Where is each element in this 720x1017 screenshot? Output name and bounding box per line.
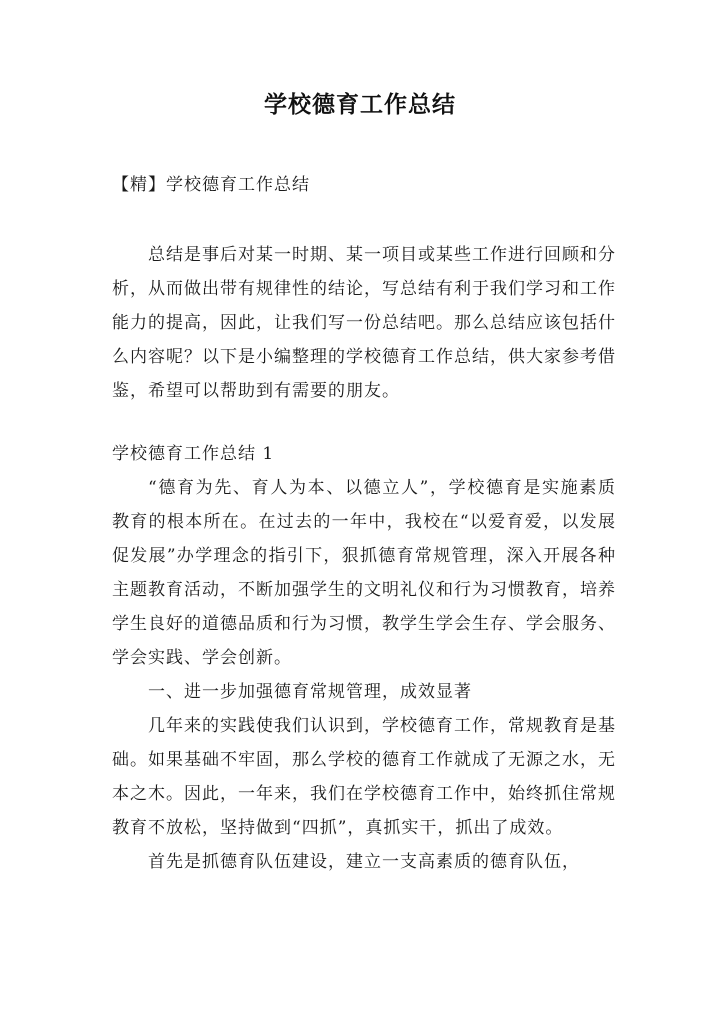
document-body bbox=[112, 238, 616, 879]
body-paragraph: 几年来的实践使我们认识到，学校德育工作，常规教育是基础。如果基础不牢固，那么学校的德育工作就成了无源之水，无本之木。因此，一年来，我们在学校德育工作中，始终抓住常规教育不放松，坚持做到“四抓”，真抓实干，抓出了成效。 bbox=[112, 716, 616, 838]
body-paragraph: 首先是抓德育队伍建设，建立一支高素质的德育队伍， bbox=[148, 852, 580, 872]
document-subtitle: 【精】学校德育工作总结 bbox=[112, 175, 310, 195]
section-heading: 学校德育工作总结 1 bbox=[112, 444, 275, 464]
document-title: 学校德育工作总结 bbox=[264, 92, 456, 118]
intro-paragraph: 总结是事后对某一时期、某一项目或某些工作进行回顾和分析，从而做出带有规律性的结论，写总结有利于我们学习和工作能力的提高，因此，让我们写一份总结吧。那么总结应该包括什么内容呢？以下是小编整理的学校德育工作总结，供大家参考借鉴，希望可以帮助到有需要的朋友。 bbox=[112, 245, 616, 401]
body-subheading: 一、进一步加强德育常规管理，成效显著 bbox=[148, 682, 472, 702]
body-paragraph: “德育为先、育人为本、以德立人”，学校德育是实施素质教育的根本所在。在过去的一年中，我校在“以爱育爱，以发展促发展”办学理念的指引下，狠抓德育常规管理，深入开展各种主题教育活动，不断加强学生的文明礼仪和行为习惯教育，培养学生良好的道德品质和行为习惯，教学生学会生存、学会服务、学会实践、学会创新。 bbox=[112, 478, 616, 668]
